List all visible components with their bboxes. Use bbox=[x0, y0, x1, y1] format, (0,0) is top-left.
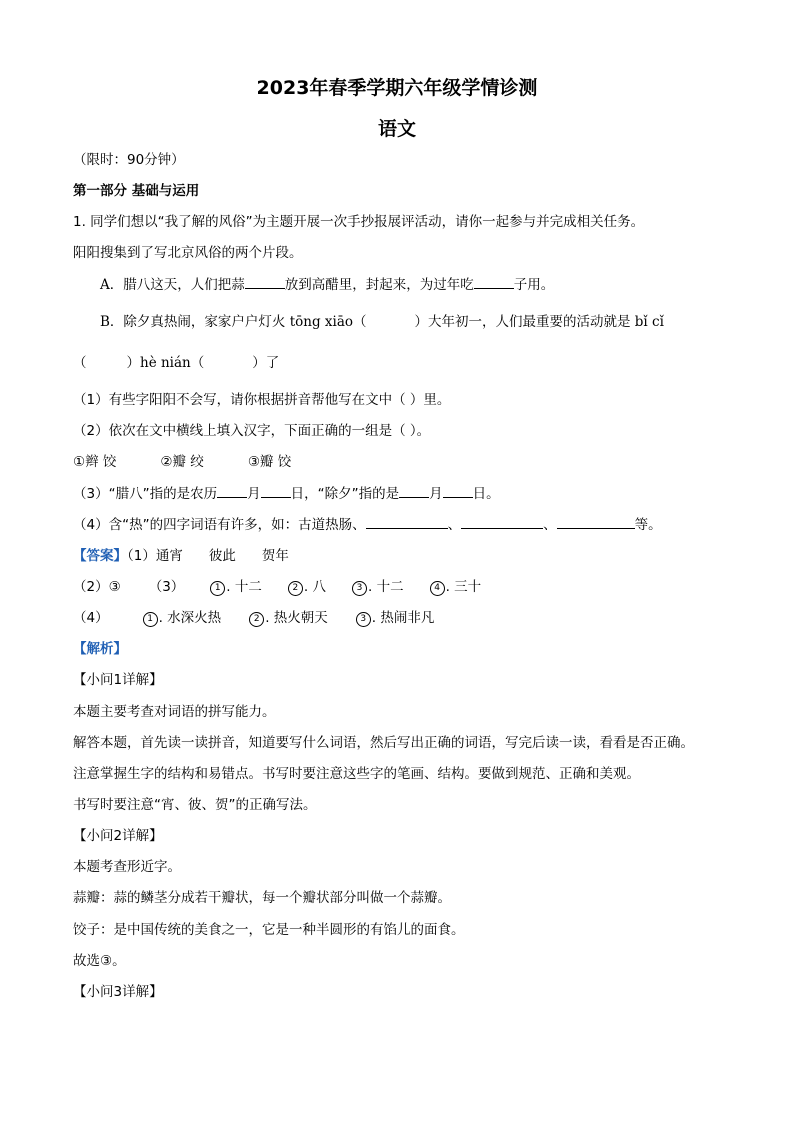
answer-label: 【答案】 bbox=[73, 548, 127, 564]
analysis-text: 本题主要考查对词语的拼写能力。 bbox=[73, 704, 276, 720]
answer-line-2: （2）③ （3） 1 . 十二 2 . 八 3 . 十二 4 . 三十 bbox=[73, 579, 482, 595]
answer-blank[interactable] bbox=[461, 514, 543, 529]
section-title: 第一部分 基础与运用 bbox=[73, 183, 200, 199]
analysis-subtitle-2: 【小问2详解】 bbox=[73, 828, 163, 844]
analysis-text: 故选③。 bbox=[73, 953, 126, 969]
analysis-text: 饺子：是中国传统的美食之一，它是一种半圆形的有馅儿的面食。 bbox=[73, 922, 465, 938]
page-title: 2023年春季学期六年级学情诊测 bbox=[256, 77, 538, 99]
analysis-text: 书写时要注意“宵、彼、贺”的正确写法。 bbox=[73, 797, 317, 813]
answer-blank[interactable] bbox=[474, 274, 514, 289]
circled-number: 3 bbox=[352, 581, 367, 596]
passage-b: B．除夕真热闹，家家户户灯火 tōng xiāo（ ）大年初一，人们最重要的活动就是 bǐ cǐ bbox=[100, 314, 664, 330]
option-1: ①辫 饺 bbox=[73, 454, 117, 470]
answer-blank[interactable] bbox=[261, 483, 291, 498]
sub-question-1: （1）有些字阳阳不会写，请你根据拼音帮他写在文中（ ）里。 bbox=[73, 392, 451, 408]
subject-title: 语文 bbox=[377, 118, 416, 140]
sub-question-3: （3）“腊八”指的是农历 月 日，“除夕”指的是 月 日。 bbox=[73, 483, 500, 504]
circled-number: 2 bbox=[288, 581, 303, 596]
answer-blank[interactable] bbox=[443, 483, 473, 498]
option-2: ②瓣 绞 bbox=[160, 454, 204, 470]
circled-number: 3 bbox=[356, 612, 371, 627]
answer-line-3: （4） 1 . 水深火热 2 . 热火朝天 3 . 热闹非凡 bbox=[73, 610, 435, 626]
analysis-text: 蒜瓣：蒜的鳞茎分成若干瓣状，每一个瓣状部分叫做一个蒜瓣。 bbox=[73, 890, 451, 906]
answer-blank[interactable] bbox=[399, 483, 429, 498]
time-limit: （限时：90分钟） bbox=[73, 152, 185, 168]
answer-blank[interactable] bbox=[366, 514, 448, 529]
analysis-text: 注意掌握生字的结构和易错点。书写时要注意这些字的笔画、结构。要做到规范、正确和美观。 bbox=[73, 766, 640, 782]
answer-blank[interactable] bbox=[217, 483, 247, 498]
circled-number: 1 bbox=[143, 612, 158, 627]
answer-blank[interactable] bbox=[245, 274, 285, 289]
analysis-subtitle-3: 【小问3详解】 bbox=[73, 984, 163, 1000]
analysis-text: 本题考查形近字。 bbox=[73, 859, 181, 875]
answer-line-1: 【答案】（1）通宵 彼此 贺年 bbox=[73, 548, 289, 564]
option-3: ③瓣 饺 bbox=[247, 454, 292, 470]
analysis-text: 解答本题，首先读一读拼音，知道要写什么词语，然后写出正确的词语，写完后读一读，看看是否正确。 bbox=[73, 735, 694, 751]
option-row bbox=[73, 452, 291, 472]
analysis-subtitle-1: 【小问1详解】 bbox=[73, 672, 163, 688]
passage-b-continued: （ ）hè nián（ ）了 bbox=[73, 355, 280, 371]
passage-a: A．腊八这天，人们把蒜 放到高醋里，封起来，为过年吃 子用。 bbox=[100, 274, 554, 295]
circled-number: 4 bbox=[430, 581, 445, 596]
question-intro: 阳阳搜集到了写北京风俗的两个片段。 bbox=[73, 245, 303, 261]
sub-question-4: （4）含“热”的四字词语有许多，如：古道热肠、 、 、 等。 bbox=[73, 514, 662, 535]
question-stem: 1. 同学们想以“我了解的风俗”为主题开展一次手抄报展评活动，请你一起参与并完成相关任务。 bbox=[73, 214, 645, 230]
answer-blank[interactable] bbox=[557, 514, 635, 529]
circled-number: 1 bbox=[210, 581, 225, 596]
analysis-label: 【解析】 bbox=[73, 641, 127, 657]
sub-question-2: （2）依次在文中横线上填入汉字，下面正确的一组是（ ）。 bbox=[73, 423, 431, 439]
circled-number: 2 bbox=[249, 612, 264, 627]
